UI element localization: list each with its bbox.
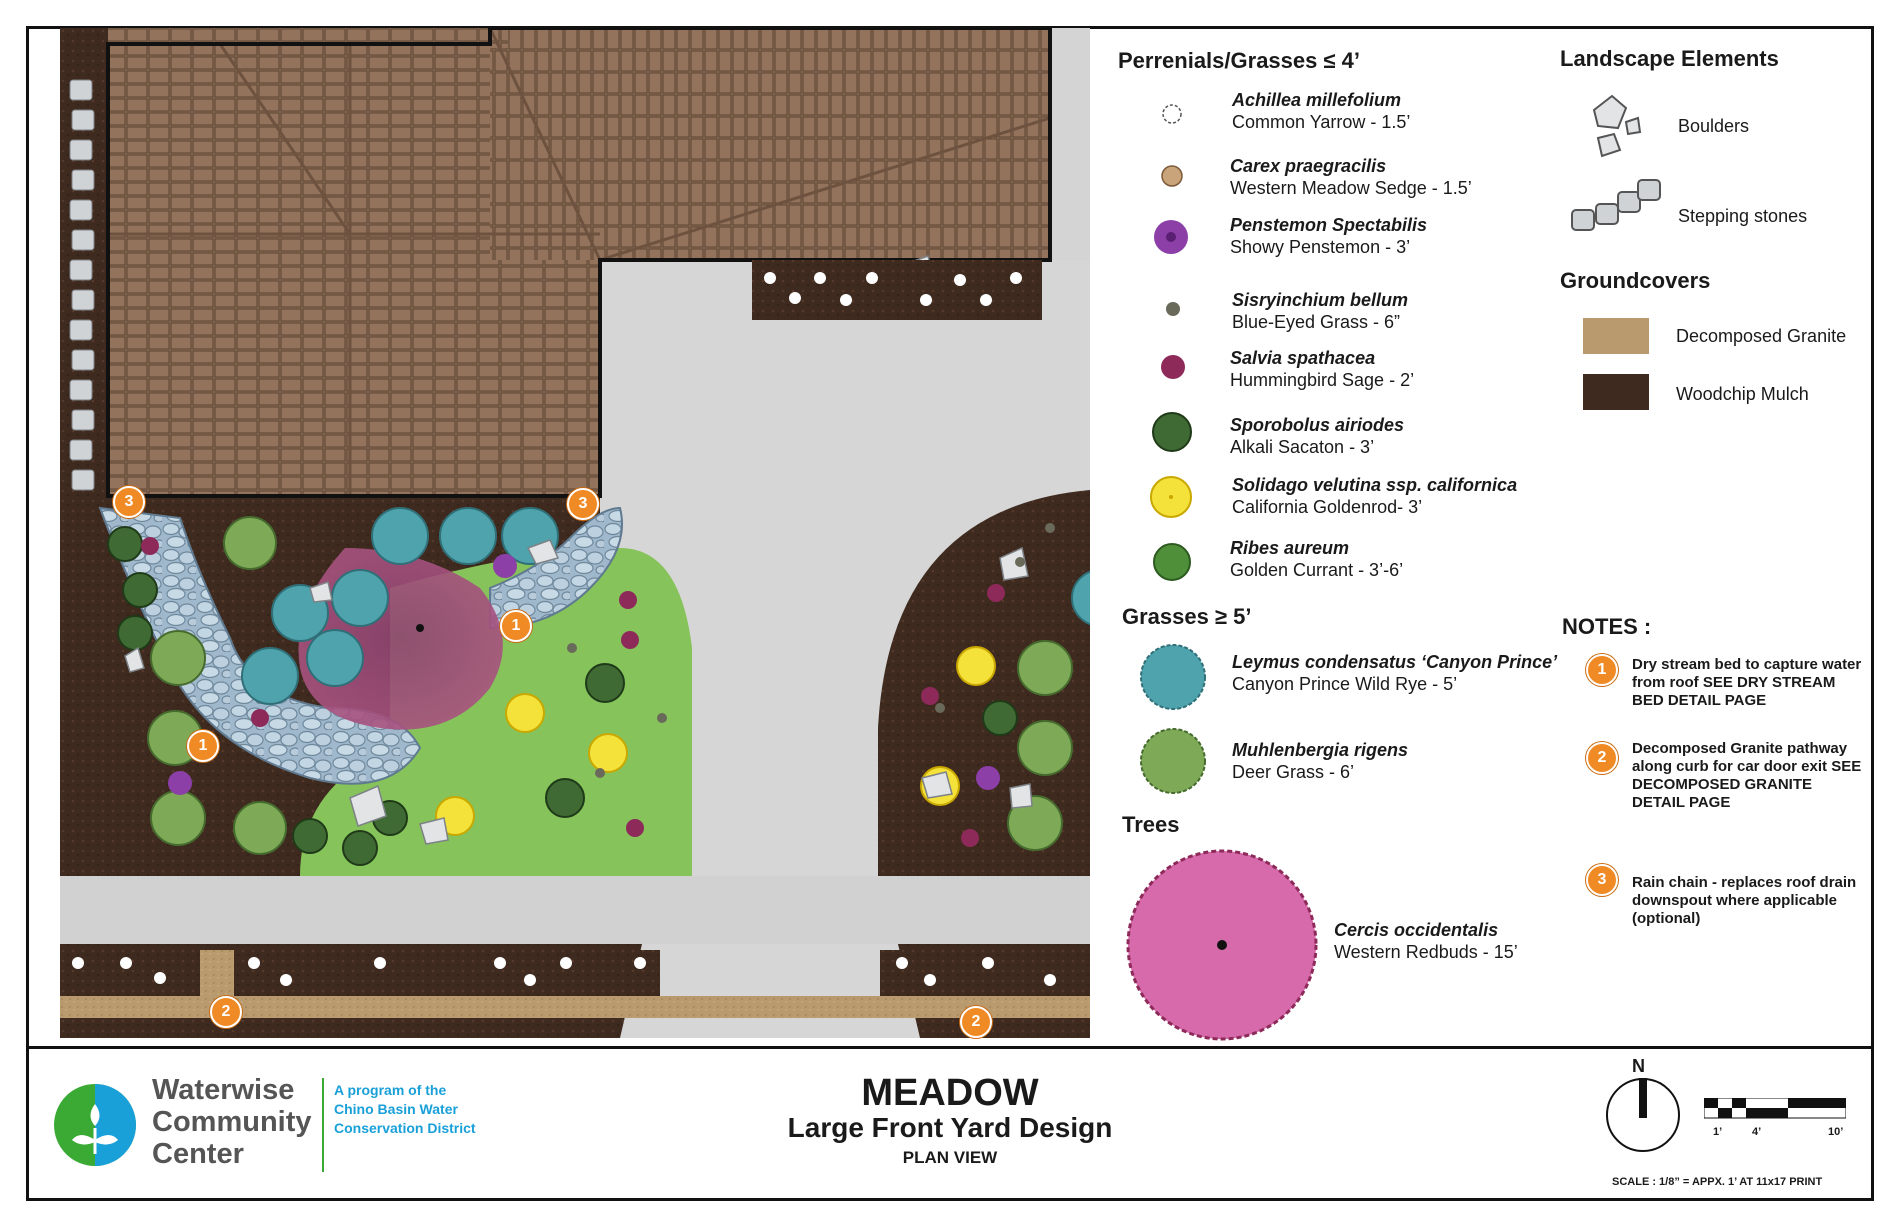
sacaton-icon <box>1150 410 1194 454</box>
top-planter <box>752 260 1042 320</box>
sidewalk <box>60 876 1090 944</box>
scale-bar-icon <box>1704 1098 1846 1120</box>
stepping-stones-icon <box>1568 176 1664 240</box>
grass-common-0: Canyon Prince Wild Rye - 5’ <box>1232 674 1458 694</box>
yarrow-icon <box>1158 100 1186 128</box>
design-title: MEADOW <box>861 1072 1039 1114</box>
groundcover-label-1: Woodchip Mulch <box>1676 384 1809 404</box>
perennial-latin-0: Achillea millefolium <box>1232 90 1402 110</box>
north-arrow-icon <box>1604 1076 1682 1154</box>
note-text-3: Rain chain - replaces roof drain downspout where applicable (optional) <box>1632 874 1857 927</box>
tree-latin-0: Cercis occidentalis <box>1334 920 1499 940</box>
perennial-common-0: Common Yarrow - 1.5’ <box>1232 112 1411 132</box>
bottom-planter-4 <box>880 950 1090 996</box>
perennial-common-4: Hummingbird Sage - 2’ <box>1230 370 1415 390</box>
note-badge-2: 2 <box>1586 742 1618 774</box>
landscape-label-0: Boulders <box>1678 116 1750 136</box>
boulders-icon <box>1588 90 1644 166</box>
bottom-planter-2 <box>234 950 410 996</box>
plan-marker-2a: 2 <box>210 996 242 1028</box>
groundcovers-header: Groundcovers <box>1560 268 1711 293</box>
scale-tick-1: 1’ <box>1713 1126 1723 1138</box>
perennial-common-2: Showy Penstemon - 3’ <box>1230 237 1411 257</box>
granite-swatch <box>1583 318 1649 354</box>
perennial-common-1: Western Meadow Sedge - 1.5’ <box>1230 178 1472 198</box>
bottom-planter-1 <box>60 950 200 996</box>
grasses-header: Grasses ≥ 5’ <box>1122 604 1252 629</box>
perennial-common-3: Blue-Eyed Grass - 6” <box>1232 312 1401 332</box>
penstemon-icon <box>1150 216 1192 258</box>
goldenrod-icon <box>1148 474 1194 520</box>
trees-header: Trees <box>1122 812 1180 837</box>
bottom-planter-3 <box>480 950 660 996</box>
notes-header: NOTES : <box>1562 614 1652 639</box>
salvia-icon <box>1158 352 1188 382</box>
view-label: PLAN VIEW <box>902 1148 998 1167</box>
scale-note: SCALE : 1/8” = APPX. 1’ AT 11x17 PRINT <box>1612 1176 1823 1188</box>
blue-eyed-grass-icon <box>1164 300 1182 318</box>
perennial-latin-7: Ribes aureum <box>1230 538 1350 558</box>
scale-tick-3: 10’ <box>1828 1126 1844 1138</box>
waterwise-logo-icon <box>50 1080 140 1170</box>
wild-rye-icon <box>1138 642 1208 712</box>
perennial-latin-5: Sporobolus airiodes <box>1230 415 1405 435</box>
groundcover-label-0: Decomposed Granite <box>1676 326 1847 346</box>
note-text-1: Dry stream bed to capture water from roof SEE DRY STREAM BED DETAIL PAGE <box>1632 656 1862 709</box>
logo-divider <box>322 1078 324 1172</box>
title-block-divider <box>26 1046 1874 1049</box>
perennials-header: Perrenials/Grasses ≤ 4’ <box>1118 48 1361 73</box>
perennial-latin-4: Salvia spathacea <box>1230 348 1376 368</box>
perennial-latin-2: Penstemon Spectabilis <box>1230 215 1428 235</box>
plan-marker-3a: 3 <box>113 486 145 518</box>
perennial-common-5: Alkali Sacaton - 3’ <box>1230 437 1375 457</box>
plan-marker-1a: 1 <box>500 610 532 642</box>
program-line-3: Conservation District <box>334 1120 476 1136</box>
plan-marker-2b: 2 <box>960 1006 992 1038</box>
perennial-latin-3: Sisryinchium bellum <box>1232 290 1409 310</box>
perennial-latin-6: Solidago velutina ssp. californica <box>1232 475 1518 495</box>
scale-tick-2: 4’ <box>1752 1126 1762 1138</box>
tree-common-0: Western Redbuds - 15’ <box>1334 942 1518 962</box>
program-line-2: Chino Basin Water <box>334 1101 458 1117</box>
currant-icon <box>1150 540 1194 584</box>
program-line-1: A program of the <box>334 1082 447 1098</box>
north-label: N <box>1632 1056 1645 1076</box>
design-subtitle: Large Front Yard Design <box>787 1112 1113 1143</box>
logo-line-1: Waterwise <box>152 1074 295 1106</box>
deer-grass-icon <box>1138 726 1208 796</box>
note-badge-3: 3 <box>1586 864 1618 896</box>
logo-line-2: Community <box>152 1106 312 1138</box>
note-text-2: Decomposed Granite pathway along curb for car door exit SEE DECOMPOSED GRANITE DETAIL PAGE <box>1632 740 1862 811</box>
sedge-icon <box>1158 162 1186 190</box>
grass-latin-1: Muhlenbergia rigens <box>1232 740 1409 760</box>
grass-latin-0: Leymus condensatus ‘Canyon Prince’ <box>1232 652 1558 672</box>
landscape-label-1: Stepping stones <box>1678 206 1808 226</box>
logo-line-3: Center <box>152 1138 244 1170</box>
site-plan <box>60 28 1090 1038</box>
perennial-latin-1: Carex praegracilis <box>1230 156 1387 176</box>
note-badge-1: 1 <box>1586 654 1618 686</box>
perennial-common-7: Golden Currant - 3’-6’ <box>1230 560 1404 580</box>
grass-common-1: Deer Grass - 6’ <box>1232 762 1355 782</box>
plan-marker-1b: 1 <box>187 730 219 762</box>
landscape-header: Landscape Elements <box>1560 46 1779 71</box>
perennial-common-6: California Goldenrod- 3’ <box>1232 497 1423 517</box>
redbud-icon <box>1122 845 1322 1045</box>
driveway-apron <box>620 944 920 1038</box>
plan-marker-3b: 3 <box>567 488 599 520</box>
mulch-swatch <box>1583 374 1649 410</box>
